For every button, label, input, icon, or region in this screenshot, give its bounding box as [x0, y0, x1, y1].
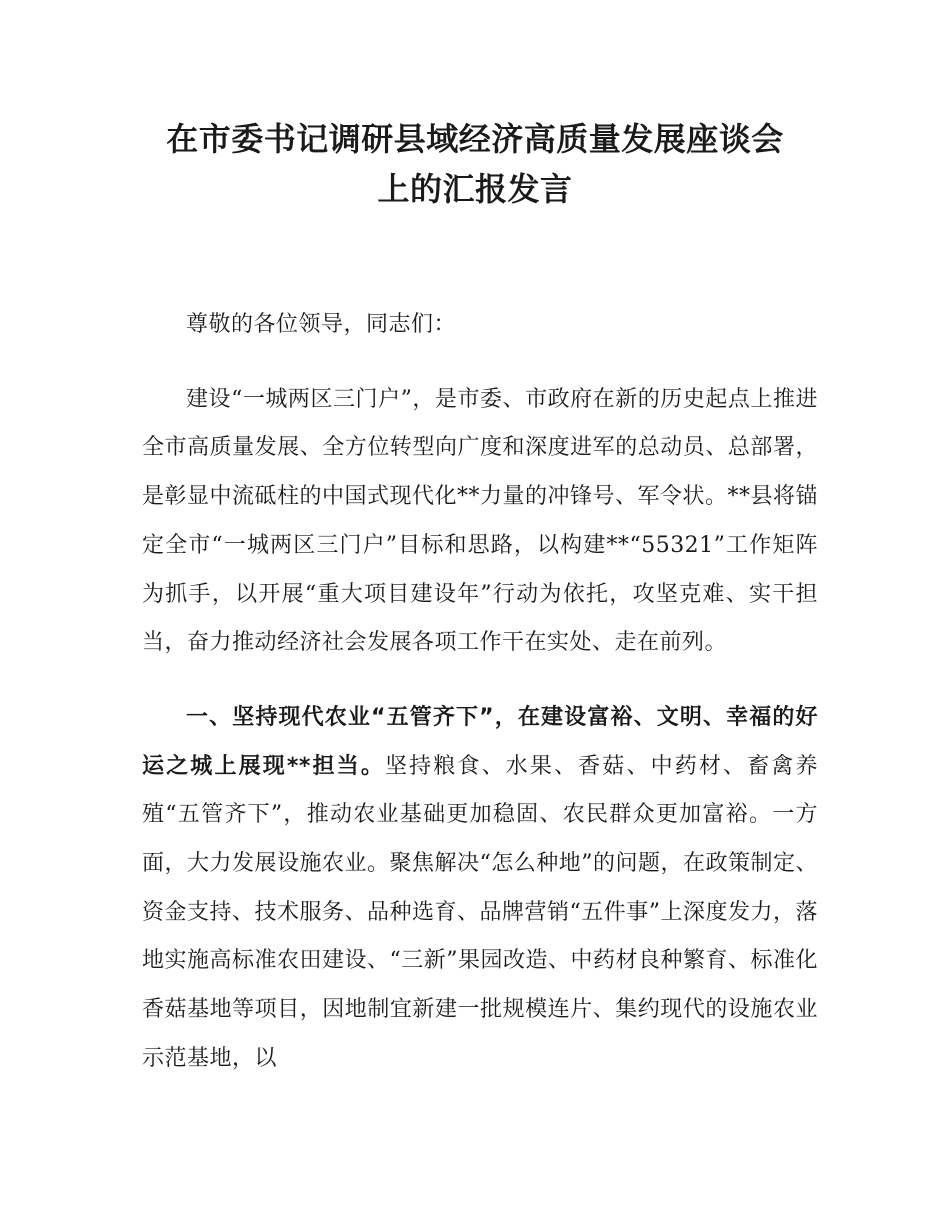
section-1-heading: 一、坚持现代农业“五管齐下”，在建设富裕、文明、幸福的好运之城上展现**担当。 [142, 704, 818, 779]
document-title [100, 114, 850, 214]
section-1-body: 坚持粮食、水果、香菇、中药材、畜禽养殖“五管齐下”，推动农业基础更加稳固、农民群众更加富裕。一方面，大力发展设施农业。聚焦解决“怎么种地”的问题，在政策制定、资金支持、技术服务、品种选育、品牌营销“五件事”上深度发力，落地实施高标准农田建设、“三新”果园改造、中药材良种繁育、标准化香菇基地等项目，因地制宜新建一批规模连片、集约现代的设施农业示范基地，以 [142, 753, 818, 1071]
salutation: 尊敬的各位领导，同志们： [186, 312, 457, 337]
title-line-1: 在市委书记调研县域经济高质量发展座谈会 [166, 120, 784, 158]
document-body [142, 301, 818, 1084]
title-line-2: 上的汇报发言 [377, 170, 573, 208]
intro-paragraph: 建设“一城两区三门户”，是市委、市政府在新的历史起点上推进全市高质量发展、全方位转型向广度和深度进军的总动员、总部署，是彰显中流砥柱的中国式现代化**力量的冲锋号、军令状。**县将锚定全市“一城两区三门户”目标和思路，以构建**“55321”工作矩阵为抓手，以开展“重大项目建设年”行动为依托，攻坚克难、实干担当，奋力推动经济社会发展各项工作干在实处、走在前列。 [142, 386, 819, 656]
section-1-paragraph [142, 694, 818, 1084]
